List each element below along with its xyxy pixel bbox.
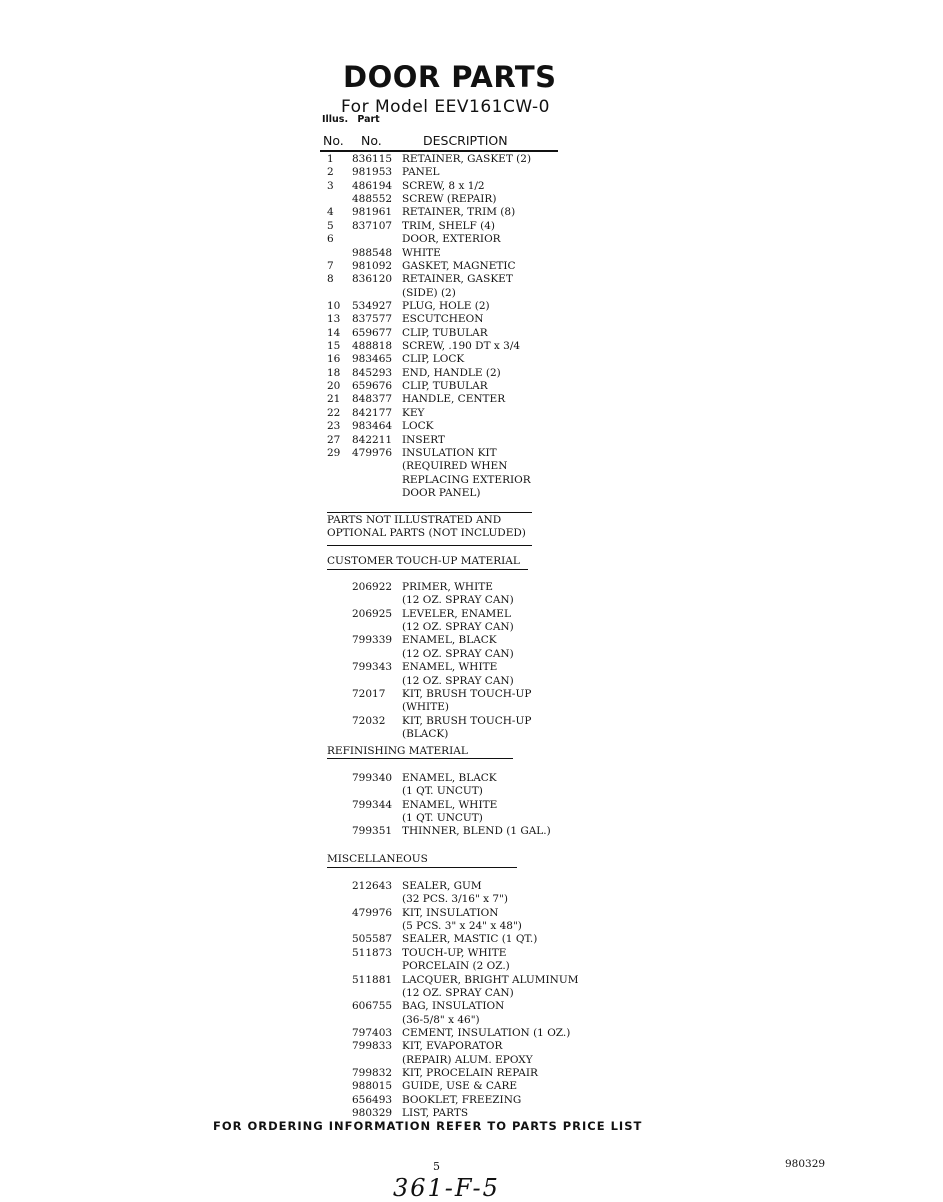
- part-description: SEALER, MASTIC (1 QT.): [402, 933, 538, 946]
- part-number: 479976: [352, 446, 393, 459]
- page-title: DOOR PARTS: [343, 60, 557, 94]
- part-number: 837577: [352, 313, 393, 326]
- illus-number: 2: [327, 166, 334, 179]
- part-description: TOUCH-UP, WHITE: [402, 946, 507, 959]
- illus-number: 15: [327, 340, 341, 353]
- part-number: 842211: [352, 433, 393, 446]
- part-description: CLIP, TUBULAR: [402, 380, 488, 393]
- section-heading: CUSTOMER TOUCH-UP MATERIAL: [327, 555, 520, 567]
- illus-number: 3: [327, 179, 334, 192]
- part-description: (WHITE): [402, 701, 449, 714]
- part-description: CLIP, TUBULAR: [402, 326, 488, 339]
- part-number: 799832: [352, 1067, 393, 1080]
- part-number: 981092: [352, 259, 393, 272]
- part-number: 981953: [352, 166, 393, 179]
- part-number: 988548: [352, 246, 393, 259]
- part-description: DOOR PANEL): [402, 486, 481, 499]
- part-description: PLUG, HOLE (2): [402, 299, 490, 312]
- part-description: (36-5/8" x 46"): [402, 1013, 480, 1026]
- part-description: WHITE: [402, 246, 441, 259]
- part-description: (BLACK): [402, 727, 449, 740]
- part-description: ENAMEL, BLACK: [402, 634, 497, 647]
- illus-number: 18: [327, 366, 341, 379]
- part-description: KIT, BRUSH TOUCH-UP: [402, 687, 532, 700]
- column-header-description: DESCRIPTION: [423, 133, 508, 148]
- part-description: KIT, EVAPORATOR: [402, 1040, 503, 1053]
- divider: [327, 758, 513, 759]
- part-number: 837107: [352, 219, 393, 232]
- part-number: 799351: [352, 825, 393, 838]
- part-description: REPLACING EXTERIOR: [402, 473, 531, 486]
- illus-number: 22: [327, 406, 341, 419]
- part-description: (12 OZ. SPRAY CAN): [402, 621, 514, 634]
- part-description: (1 QT. UNCUT): [402, 812, 483, 825]
- part-description: KEY: [402, 406, 425, 419]
- section-heading: REFINISHING MATERIAL: [327, 745, 468, 757]
- part-number: 799343: [352, 661, 393, 674]
- header-rule: [320, 150, 558, 152]
- illus-number: 21: [327, 393, 341, 406]
- part-description: GASKET, MAGNETIC: [402, 259, 516, 272]
- divider: [327, 545, 532, 546]
- part-description: ENAMEL, WHITE: [402, 798, 498, 811]
- page-number: 5: [433, 1160, 440, 1173]
- part-number: 836115: [352, 153, 393, 165]
- part-number: 988015: [352, 1080, 393, 1093]
- part-description: (12 OZ. SPRAY CAN): [402, 594, 514, 607]
- divider: [327, 569, 528, 570]
- part-number: 799344: [352, 798, 393, 811]
- illus-number: 13: [327, 313, 341, 326]
- part-description: KIT, BRUSH TOUCH-UP: [402, 714, 532, 727]
- part-description: (SIDE) (2): [402, 286, 456, 299]
- part-number: 206925: [352, 607, 393, 620]
- part-number: 479976: [352, 906, 393, 919]
- part-description: (1 QT. UNCUT): [402, 785, 483, 798]
- part-description: ENAMEL, WHITE: [402, 661, 498, 674]
- part-description: SCREW, 8 x 1/2: [402, 179, 485, 192]
- illus-number: 29: [327, 446, 341, 459]
- part-description: CLIP, LOCK: [402, 353, 465, 366]
- document-number: 980329: [785, 1158, 826, 1170]
- model-subtitle: For Model EEV161CW-0: [341, 97, 550, 117]
- illus-number: 5: [327, 219, 334, 232]
- part-description: (12 OZ. SPRAY CAN): [402, 986, 514, 999]
- illus-number: 1: [327, 153, 334, 165]
- part-description: (REQUIRED WHEN: [402, 460, 508, 473]
- part-description: HANDLE, CENTER: [402, 393, 506, 406]
- part-description: DOOR, EXTERIOR: [402, 233, 501, 246]
- part-number: 534927: [352, 299, 393, 312]
- part-description: INSULATION KIT: [402, 446, 497, 459]
- handwritten-note: 361-F-5: [393, 1174, 500, 1202]
- part-description: (12 OZ. SPRAY CAN): [402, 674, 514, 687]
- part-description: RETAINER, TRIM (8): [402, 206, 516, 219]
- part-description: THINNER, BLEND (1 GAL.): [402, 825, 551, 838]
- not-illustrated-note: [327, 514, 526, 541]
- part-description: PRIMER, WHITE: [402, 581, 493, 593]
- part-number: 842177: [352, 406, 393, 419]
- part-description: KIT, PROCELAIN REPAIR: [402, 1067, 538, 1080]
- illus-number: 23: [327, 420, 341, 433]
- section-heading: MISCELLANEOUS: [327, 853, 428, 865]
- part-description: RETAINER, GASKET: [402, 273, 513, 286]
- part-description: PANEL: [402, 166, 440, 179]
- part-description: LOCK: [402, 420, 434, 433]
- part-number: 836120: [352, 273, 393, 286]
- part-description: LEVELER, ENAMEL: [402, 607, 511, 620]
- part-description: INSERT: [402, 433, 445, 446]
- illus-number: 10: [327, 299, 341, 312]
- illus-number: 14: [327, 326, 341, 339]
- illus-number: 6: [327, 233, 334, 246]
- part-number: 848377: [352, 393, 393, 406]
- part-number: 799340: [352, 772, 393, 784]
- part-description: (12 OZ. SPRAY CAN): [402, 647, 514, 660]
- note-line: PARTS NOT ILLUSTRATED AND: [327, 514, 502, 526]
- part-description: BAG, INSULATION: [402, 1000, 505, 1013]
- part-description: (32 PCS. 3/16" x 7"): [402, 893, 508, 906]
- part-number: 488552: [352, 193, 393, 206]
- part-number: 797403: [352, 1026, 393, 1039]
- part-number: 981961: [352, 206, 393, 219]
- part-number: 606755: [352, 1000, 393, 1013]
- part-number: 983465: [352, 353, 393, 366]
- part-description: ESCUTCHEON: [402, 313, 484, 326]
- part-number: 659676: [352, 380, 393, 393]
- part-number: 845293: [352, 366, 393, 379]
- part-description: RETAINER, GASKET (2): [402, 153, 532, 165]
- part-description: (REPAIR) ALUM. EPOXY: [402, 1053, 533, 1066]
- part-description: TRIM, SHELF (4): [402, 219, 495, 232]
- part-description: KIT, INSULATION: [402, 906, 499, 919]
- part-number: 505587: [352, 933, 393, 946]
- illus-number: 20: [327, 380, 341, 393]
- part-description: SCREW, .190 DT x 3/4: [402, 340, 521, 353]
- part-description: LACQUER, BRIGHT ALUMINUM: [402, 973, 579, 986]
- part-number: 206922: [352, 581, 393, 593]
- part-number: 486194: [352, 179, 393, 192]
- part-number: 983464: [352, 420, 393, 433]
- part-number: 799833: [352, 1040, 393, 1053]
- part-number: 72032: [352, 714, 386, 727]
- ordering-footer: FOR ORDERING INFORMATION REFER TO PARTS PRICE LIST: [213, 1119, 643, 1133]
- part-description: GUIDE, USE & CARE: [402, 1080, 518, 1093]
- part-description: CEMENT, INSULATION (1 OZ.): [402, 1026, 571, 1039]
- part-number: 488818: [352, 340, 393, 353]
- part-number: 511873: [352, 946, 393, 959]
- part-number: 212643: [352, 880, 393, 892]
- part-description: LIST, PARTS: [402, 1107, 469, 1120]
- part-number: 72017: [352, 687, 386, 700]
- part-description: (5 PCS. 3" x 24" x 48"): [402, 920, 522, 933]
- part-description: PORCELAIN (2 OZ.): [402, 960, 510, 973]
- part-description: SEALER, GUM: [402, 880, 482, 892]
- part-description: END, HANDLE (2): [402, 366, 501, 379]
- part-number: 656493: [352, 1093, 393, 1106]
- part-description: SCREW (REPAIR): [402, 193, 497, 206]
- part-number: 980329: [352, 1107, 393, 1120]
- part-number: 511881: [352, 973, 393, 986]
- note-line: OPTIONAL PARTS (NOT INCLUDED): [327, 527, 526, 540]
- illus-number: 16: [327, 353, 341, 366]
- part-number: 799339: [352, 634, 393, 647]
- column-header-part-no: No.: [361, 133, 382, 148]
- column-header-top: Illus. Part: [322, 114, 380, 125]
- part-number: 659677: [352, 326, 393, 339]
- illus-number: 7: [327, 259, 334, 272]
- illus-number: 27: [327, 433, 341, 446]
- divider: [327, 867, 517, 868]
- column-header-illus-no: No.: [323, 133, 344, 148]
- illus-number: 4: [327, 206, 334, 219]
- part-description: ENAMEL, BLACK: [402, 772, 497, 784]
- illus-number: 8: [327, 273, 334, 286]
- divider: [327, 512, 532, 513]
- part-description: BOOKLET, FREEZING: [402, 1093, 522, 1106]
